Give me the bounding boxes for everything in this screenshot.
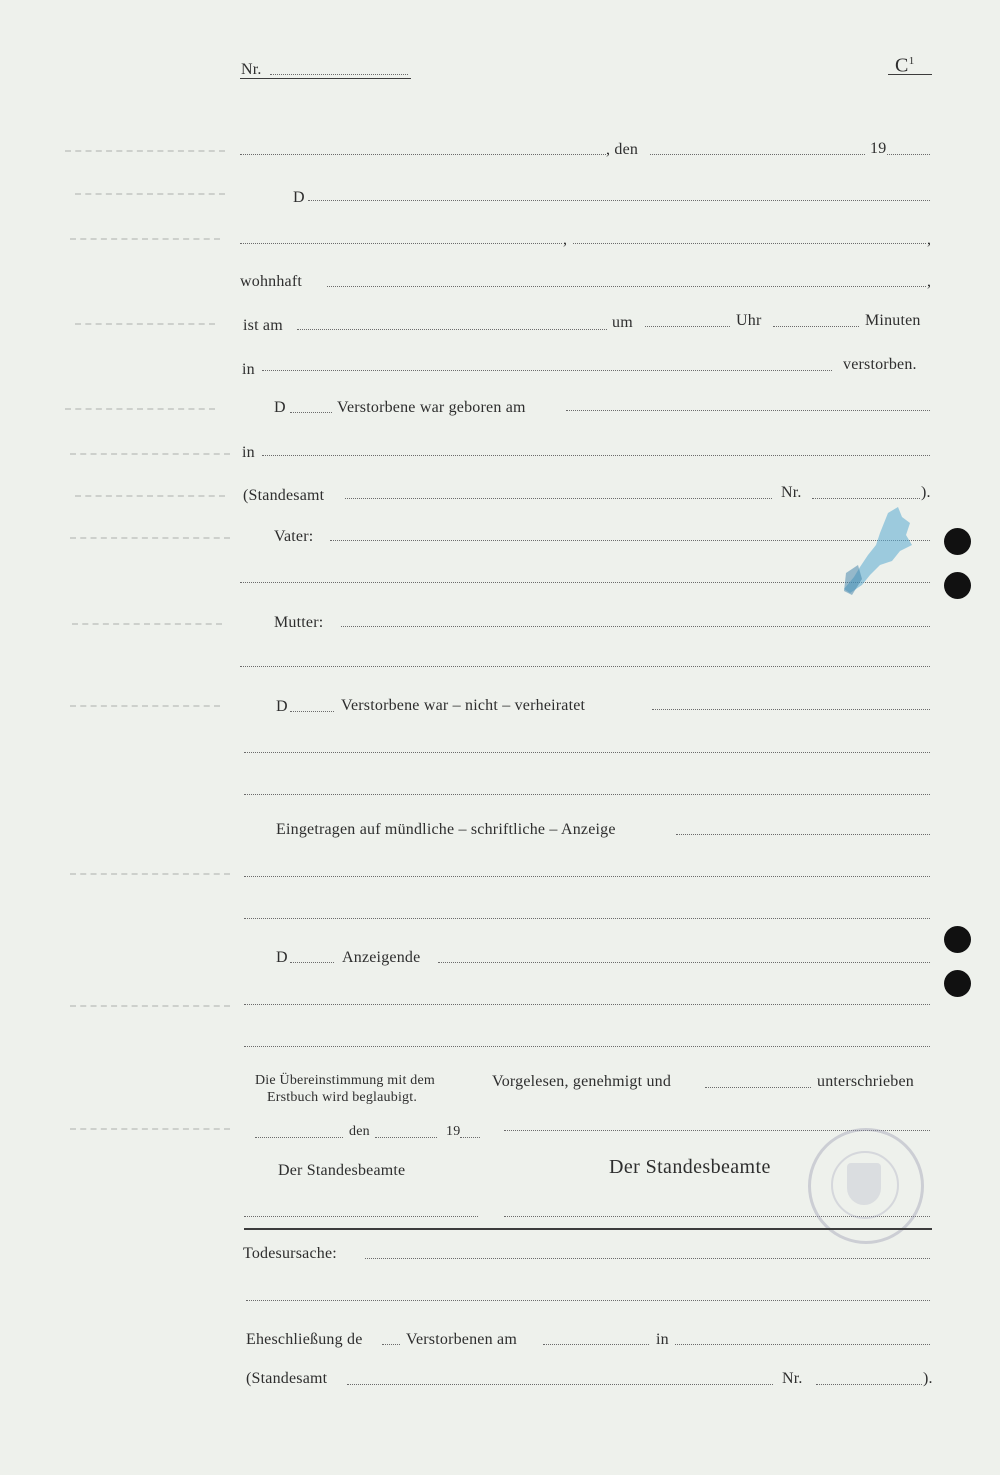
certification-den-label: den: [349, 1124, 370, 1139]
anzeige-field-line2[interactable]: [244, 876, 930, 877]
bleed-through-line: [65, 150, 225, 152]
uhr-label: Uhr: [736, 312, 762, 329]
marriage-standesamt-label: (Standesamt: [246, 1370, 328, 1387]
anzeige-field-line3[interactable]: [244, 918, 930, 919]
approval-signer: Der Standesbeamte: [609, 1156, 771, 1178]
close-paren: ).: [921, 484, 931, 501]
bleed-through-line: [70, 453, 230, 455]
official-seal-stamp: [808, 1128, 924, 1244]
birth-in-label: in: [242, 444, 255, 461]
death-hour-field[interactable]: [645, 326, 730, 327]
nr-underline: [240, 78, 411, 79]
form-code: $C^1$: [895, 54, 915, 77]
mother-field-line2[interactable]: [240, 666, 930, 667]
vorgelesen-label: Vorgelesen, genehmigt und: [492, 1073, 672, 1090]
certification-line1: Die Übereinstimmung mit dem: [255, 1073, 435, 1088]
vater-label: Vater:: [274, 528, 314, 545]
certification-signer: Der Standesbeamte: [278, 1162, 406, 1179]
verheiratet-gender-field[interactable]: [290, 711, 334, 712]
comma-residence: ,: [927, 273, 932, 290]
eingetragen-label: Eingetragen auf mündliche – schriftliche – Anzeige: [276, 821, 616, 838]
verheiratet-label: Verstorbene war – nicht – verheiratet: [341, 697, 586, 714]
punch-hole: [944, 528, 971, 555]
eheschliessung-gender-field[interactable]: [382, 1344, 400, 1345]
birth-nr-label: Nr.: [781, 484, 802, 501]
year-label: 19: [870, 140, 887, 157]
bleed-through-line: [70, 537, 230, 539]
death-minutes-field[interactable]: [773, 326, 859, 327]
spouse-field-line3[interactable]: [244, 794, 930, 795]
informant-field-line3[interactable]: [244, 1046, 930, 1047]
informant-field[interactable]: [438, 962, 930, 963]
deceased-name-field[interactable]: [308, 200, 930, 201]
geboren-gender-field[interactable]: [290, 412, 332, 413]
anzeigende-label: Anzeigende: [342, 949, 421, 966]
birth-nr-field[interactable]: [812, 498, 920, 499]
date-field[interactable]: [650, 154, 865, 155]
bleed-through-line: [75, 495, 225, 497]
um-label: um: [612, 314, 633, 331]
marriage-nr-label: Nr.: [782, 1370, 803, 1387]
seal-shield: [847, 1163, 881, 1205]
punch-hole: [944, 970, 971, 997]
wohnhaft-label: wohnhaft: [240, 273, 303, 290]
bleed-through-line: [70, 238, 220, 240]
birth-registry-field[interactable]: [345, 498, 772, 499]
certification-signature-field[interactable]: [244, 1216, 478, 1217]
nr-field[interactable]: [270, 74, 408, 75]
residence-field[interactable]: [327, 286, 926, 287]
marriage-place-field[interactable]: [675, 1344, 930, 1345]
informant-field-line2[interactable]: [244, 1004, 930, 1005]
todesursache-label: Todesursache:: [243, 1245, 337, 1262]
anzeigende-prefix: D: [276, 949, 288, 966]
minuten-label: Minuten: [865, 312, 921, 329]
cause-of-death-field[interactable]: [365, 1258, 930, 1259]
eheschliessung-label-2: Verstorbenen am: [406, 1331, 517, 1348]
bleed-through-line: [75, 323, 215, 325]
ink-stamp-smudge: [840, 505, 920, 600]
form-code-underline: [888, 74, 932, 75]
bleed-through-line: [70, 705, 220, 707]
death-place-field[interactable]: [262, 370, 832, 371]
standesamt-label: (Standesamt: [243, 487, 325, 504]
marriage-registry-field[interactable]: [347, 1384, 773, 1385]
den-label: , den: [606, 141, 639, 158]
spouse-field[interactable]: [652, 709, 930, 710]
eheschliessung-label: Eheschließung de: [246, 1331, 363, 1348]
comma-end: ,: [927, 231, 932, 248]
bleed-through-line: [65, 408, 215, 410]
bleed-through-line: [70, 873, 230, 875]
in-label: in: [242, 361, 255, 378]
place-field[interactable]: [240, 154, 606, 155]
bleed-through-line: [70, 1005, 230, 1007]
certification-line2: Erstbuch wird beglaubigt.: [267, 1090, 418, 1105]
nr-label: Nr.: [241, 61, 262, 78]
cause-of-death-field-line2[interactable]: [246, 1300, 930, 1301]
punch-hole: [944, 572, 971, 599]
section-divider: [244, 1228, 932, 1230]
bleed-through-line: [75, 193, 225, 195]
spouse-field-line2[interactable]: [244, 752, 930, 753]
mother-field[interactable]: [341, 626, 930, 627]
marriage-date-field[interactable]: [543, 1344, 649, 1345]
deceased-religion-field[interactable]: [573, 243, 926, 244]
anzeige-field[interactable]: [676, 834, 930, 835]
geboren-prefix: D: [274, 399, 286, 416]
bleed-through-line: [70, 1128, 230, 1130]
certification-date-field[interactable]: [375, 1137, 437, 1138]
verstorben-label: verstorben.: [843, 356, 917, 373]
anzeigende-gender-field[interactable]: [290, 962, 334, 963]
ist-am-label: ist am: [243, 317, 283, 334]
father-field-line2[interactable]: [240, 582, 930, 583]
marriage-close-paren: ).: [923, 1370, 933, 1387]
year-field[interactable]: [887, 154, 930, 155]
comma: ,: [563, 231, 568, 248]
d-prefix: D: [293, 189, 305, 206]
bleed-through-line: [72, 623, 222, 625]
unterschrieben-label: unterschrieben: [817, 1073, 914, 1090]
certification-year-field[interactable]: [460, 1137, 480, 1138]
certification-place-field[interactable]: [255, 1137, 343, 1138]
birth-date-field[interactable]: [566, 410, 930, 411]
verheiratet-prefix: D: [276, 698, 288, 715]
punch-hole: [944, 926, 971, 953]
birth-place-field[interactable]: [262, 455, 930, 456]
signatory-field[interactable]: [705, 1087, 811, 1088]
mutter-label: Mutter:: [274, 614, 324, 631]
certification-year-label: 19: [446, 1124, 461, 1139]
deceased-occupation-field[interactable]: [240, 243, 562, 244]
death-date-field[interactable]: [297, 329, 607, 330]
marriage-nr-field[interactable]: [816, 1384, 922, 1385]
geboren-label: Verstorbene war geboren am: [337, 399, 526, 416]
marriage-in-label: in: [656, 1331, 669, 1348]
